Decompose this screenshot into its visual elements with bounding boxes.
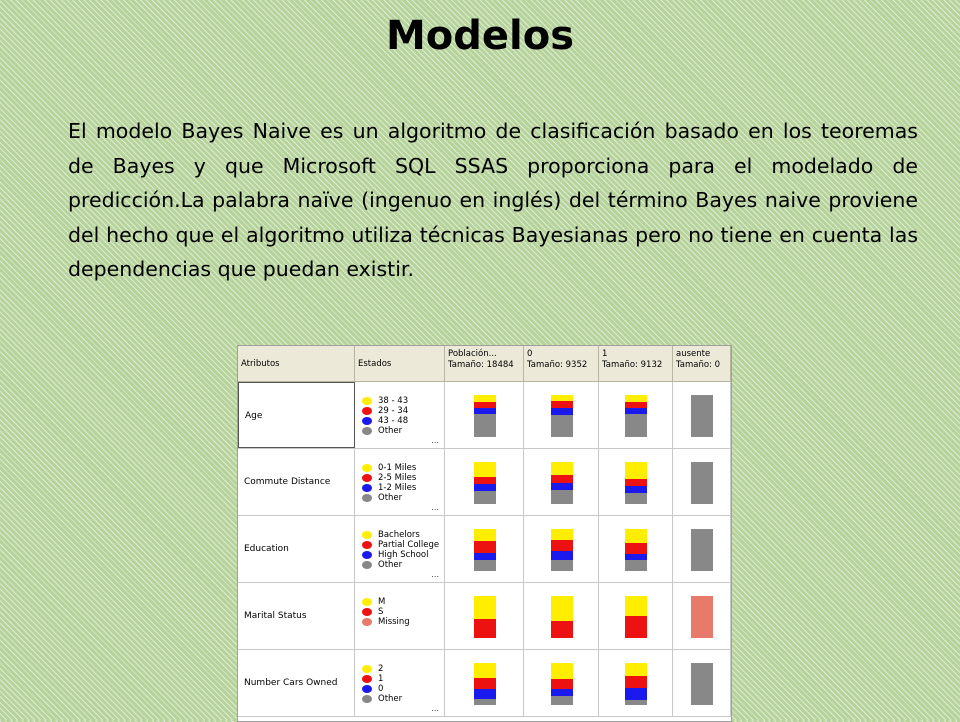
state-legend-item — [362, 426, 408, 436]
state-legend-item — [362, 560, 439, 570]
distribution-cell-absent[interactable] — [673, 382, 731, 448]
state-color-dot-icon — [362, 494, 372, 502]
state-label: 29 - 34 — [378, 406, 409, 416]
distribution-cell-one[interactable] — [599, 449, 673, 515]
state-label: High School — [378, 550, 429, 560]
state-legend-item — [362, 597, 410, 607]
state-label: Other — [378, 426, 403, 436]
distribution-cell-population[interactable] — [445, 583, 524, 649]
distribution-bar — [625, 663, 647, 705]
distribution-segment — [474, 402, 496, 409]
state-label: 0-1 Miles — [378, 463, 417, 473]
state-color-dot-icon — [362, 397, 372, 405]
distribution-segment — [551, 621, 573, 638]
distribution-segment — [625, 700, 647, 705]
distribution-cell-zero[interactable] — [524, 382, 599, 448]
distribution-segment — [551, 679, 573, 689]
state-legend — [362, 530, 439, 570]
distribution-segment — [625, 529, 647, 543]
distribution-segment — [551, 401, 573, 408]
more-states-indicator[interactable]: ... — [431, 436, 439, 445]
state-legend — [362, 664, 402, 704]
state-legend — [362, 463, 416, 503]
table-row[interactable] — [238, 449, 731, 516]
distribution-segment — [474, 529, 496, 541]
distribution-bar — [625, 462, 647, 504]
distribution-bar — [691, 529, 713, 571]
header-zero-name: 0 — [527, 349, 533, 359]
distribution-segment — [551, 596, 573, 621]
distribution-bar — [474, 596, 496, 638]
state-label: 1 — [378, 674, 384, 684]
state-label: Bachelors — [378, 530, 420, 540]
distribution-segment — [474, 678, 496, 689]
attribute-label: Commute Distance — [244, 477, 331, 487]
states-cell — [355, 650, 445, 716]
distribution-segment — [551, 462, 573, 475]
state-legend-item — [362, 674, 402, 684]
state-label: Missing — [378, 617, 410, 627]
state-legend-item — [362, 396, 408, 406]
distribution-bar — [625, 596, 647, 638]
distribution-cell-one[interactable] — [599, 382, 673, 448]
attribute-cell[interactable] — [238, 583, 355, 649]
header-states-label: Estados — [358, 359, 392, 369]
distribution-segment — [625, 479, 647, 486]
header-one-size: Tamaño: 9132 — [602, 360, 663, 370]
distribution-segment — [474, 699, 496, 705]
distribution-cell-population[interactable] — [445, 650, 524, 716]
state-legend-item — [362, 607, 410, 617]
distribution-segment — [625, 596, 647, 616]
more-states-indicator[interactable]: ... — [431, 570, 439, 579]
state-legend-item — [362, 493, 416, 503]
distribution-segment — [551, 551, 573, 559]
state-legend-item — [362, 617, 410, 627]
distribution-bar — [625, 395, 647, 437]
slide-title: Modelos — [385, 13, 575, 59]
attribute-label: Age — [245, 411, 263, 421]
header-population-size: Tamaño: 18484 — [448, 360, 514, 370]
distribution-segment — [474, 553, 496, 561]
distribution-segment — [691, 529, 713, 571]
state-legend-item — [362, 550, 439, 560]
distribution-bar — [474, 395, 496, 437]
states-cell — [355, 516, 445, 582]
header-absent-name: ausente — [676, 349, 711, 359]
state-color-dot-icon — [362, 695, 372, 703]
distribution-segment — [474, 689, 496, 699]
distribution-segment — [551, 696, 573, 705]
slide-body-text: El modelo Bayes Naive es un algoritmo de clasificación basado en los teoremas de Bayes y que Microsoft SQL SSAS proporciona para el modelado de predicción.La palabra naïve (ingenuo en inglés) del término Bayes naive proviene del hecho que el algoritmo utiliza técnicas Bayesianas pero no tiene en cuenta las dependencias que puedan existir. — [68, 119, 918, 281]
distribution-segment — [625, 663, 647, 676]
state-legend-item — [362, 684, 402, 694]
state-legend-item — [362, 406, 408, 416]
table-row[interactable] — [238, 583, 731, 650]
state-color-dot-icon — [362, 561, 372, 569]
state-color-dot-icon — [362, 541, 372, 549]
states-cell — [355, 583, 445, 649]
distribution-segment — [474, 395, 496, 402]
distribution-bar — [691, 596, 713, 638]
distribution-cell-one[interactable] — [599, 650, 673, 716]
header-population[interactable] — [445, 346, 524, 382]
distribution-cell-absent[interactable] — [673, 449, 731, 515]
distribution-segment — [551, 560, 573, 571]
distribution-bar — [474, 529, 496, 571]
distribution-segment — [474, 414, 496, 437]
distribution-segment — [691, 462, 713, 504]
state-legend-item — [362, 540, 439, 550]
distribution-segment — [691, 596, 713, 638]
distribution-segment — [691, 663, 713, 705]
table-row[interactable] — [238, 382, 731, 449]
state-legend — [362, 597, 410, 627]
distribution-segment — [474, 663, 496, 678]
header-one-name: 1 — [602, 349, 608, 359]
more-states-indicator[interactable]: ... — [431, 704, 439, 713]
header-population-name: Población... — [448, 349, 497, 359]
distribution-bar — [551, 529, 573, 571]
state-legend-item — [362, 664, 402, 674]
state-color-dot-icon — [362, 598, 372, 606]
distribution-bar — [625, 529, 647, 571]
state-color-dot-icon — [362, 685, 372, 693]
distribution-cell-one[interactable] — [599, 516, 673, 582]
state-label: Other — [378, 493, 403, 503]
distribution-segment — [625, 543, 647, 554]
state-color-dot-icon — [362, 407, 372, 415]
state-label: S — [378, 607, 384, 617]
distribution-segment — [474, 560, 496, 571]
state-color-dot-icon — [362, 484, 372, 492]
state-color-dot-icon — [362, 675, 372, 683]
more-states-indicator[interactable]: ... — [431, 503, 439, 512]
state-label: Partial College — [378, 540, 440, 550]
distribution-segment — [474, 596, 496, 619]
state-color-dot-icon — [362, 474, 372, 482]
distribution-segment — [625, 414, 647, 437]
state-color-dot-icon — [362, 618, 372, 626]
attribute-cell[interactable] — [238, 650, 355, 716]
state-label: 38 - 43 — [378, 396, 409, 406]
distribution-cell-absent[interactable] — [673, 516, 731, 582]
states-cell — [355, 382, 445, 448]
state-legend-item — [362, 463, 416, 473]
state-legend-item — [362, 473, 416, 483]
distribution-segment — [625, 616, 647, 638]
distribution-bar — [474, 663, 496, 705]
distribution-bar — [691, 462, 713, 504]
state-label: 43 - 48 — [378, 416, 409, 426]
state-color-dot-icon — [362, 665, 372, 673]
state-legend-item — [362, 483, 416, 493]
state-color-dot-icon — [362, 531, 372, 539]
attribute-cell[interactable] — [238, 382, 355, 448]
distribution-segment — [551, 483, 573, 490]
distribution-bar — [551, 596, 573, 638]
table-row[interactable] — [238, 516, 731, 583]
distribution-segment — [474, 477, 496, 485]
distribution-cell-population[interactable] — [445, 382, 524, 448]
state-color-dot-icon — [362, 417, 372, 425]
distribution-segment — [625, 688, 647, 700]
header-absent-size: Tamaño: 0 — [676, 360, 721, 370]
attribute-label: Marital Status — [244, 611, 307, 621]
distribution-segment — [551, 490, 573, 504]
distribution-cell-zero[interactable] — [524, 516, 599, 582]
distribution-bar — [551, 395, 573, 437]
distribution-cell-zero[interactable] — [524, 583, 599, 649]
state-label: 1-2 Miles — [378, 483, 417, 493]
distribution-segment — [551, 689, 573, 696]
state-label: 2 — [378, 664, 384, 674]
distribution-segment — [625, 395, 647, 402]
header-states[interactable] — [355, 346, 445, 382]
distribution-segment — [551, 475, 573, 483]
distribution-cell-population[interactable] — [445, 516, 524, 582]
header-attributes[interactable] — [238, 346, 355, 382]
distribution-segment — [625, 462, 647, 479]
distribution-cell-population[interactable] — [445, 449, 524, 515]
state-legend-item — [362, 416, 408, 426]
distribution-segment — [625, 486, 647, 494]
state-color-dot-icon — [362, 551, 372, 559]
distribution-segment — [625, 676, 647, 688]
distribution-segment — [474, 484, 496, 491]
header-zero-size: Tamaño: 9352 — [527, 360, 588, 370]
states-cell — [355, 449, 445, 515]
state-legend-item — [362, 694, 402, 704]
distribution-bar — [691, 395, 713, 437]
distribution-cell-zero[interactable] — [524, 449, 599, 515]
distribution-segment — [474, 541, 496, 552]
naive-bayes-attribute-table — [237, 345, 732, 722]
distribution-segment — [474, 491, 496, 504]
distribution-segment — [551, 540, 573, 552]
distribution-bar — [551, 663, 573, 705]
distribution-segment — [551, 529, 573, 540]
distribution-segment — [474, 462, 496, 477]
distribution-segment — [551, 663, 573, 679]
attribute-label: Number Cars Owned — [244, 678, 338, 688]
distribution-segment — [625, 554, 647, 561]
state-label: 2-5 Miles — [378, 473, 417, 483]
state-color-dot-icon — [362, 464, 372, 472]
attribute-label: Education — [244, 544, 289, 554]
distribution-cell-zero[interactable] — [524, 650, 599, 716]
state-color-dot-icon — [362, 608, 372, 616]
state-label: Other — [378, 560, 403, 570]
state-label: 0 — [378, 684, 384, 694]
state-color-dot-icon — [362, 427, 372, 435]
distribution-segment — [691, 395, 713, 437]
header-zero[interactable] — [524, 346, 599, 382]
header-absent[interactable] — [673, 346, 731, 382]
distribution-cell-absent[interactable] — [673, 583, 731, 649]
distribution-segment — [625, 560, 647, 571]
attribute-cell[interactable] — [238, 449, 355, 515]
distribution-segment — [474, 619, 496, 638]
state-label: Other — [378, 694, 403, 704]
state-legend — [362, 396, 408, 436]
distribution-bar — [551, 462, 573, 504]
distribution-segment — [625, 493, 647, 504]
distribution-cell-absent[interactable] — [673, 650, 731, 716]
state-label: M — [378, 597, 386, 607]
distribution-segment — [551, 415, 573, 437]
state-legend-item — [362, 530, 439, 540]
distribution-bar — [691, 663, 713, 705]
header-one[interactable] — [599, 346, 673, 382]
attribute-cell[interactable] — [238, 516, 355, 582]
distribution-bar — [474, 462, 496, 504]
header-attributes-label: Atributos — [241, 359, 280, 369]
table-row[interactable] — [238, 650, 731, 717]
distribution-cell-one[interactable] — [599, 583, 673, 649]
